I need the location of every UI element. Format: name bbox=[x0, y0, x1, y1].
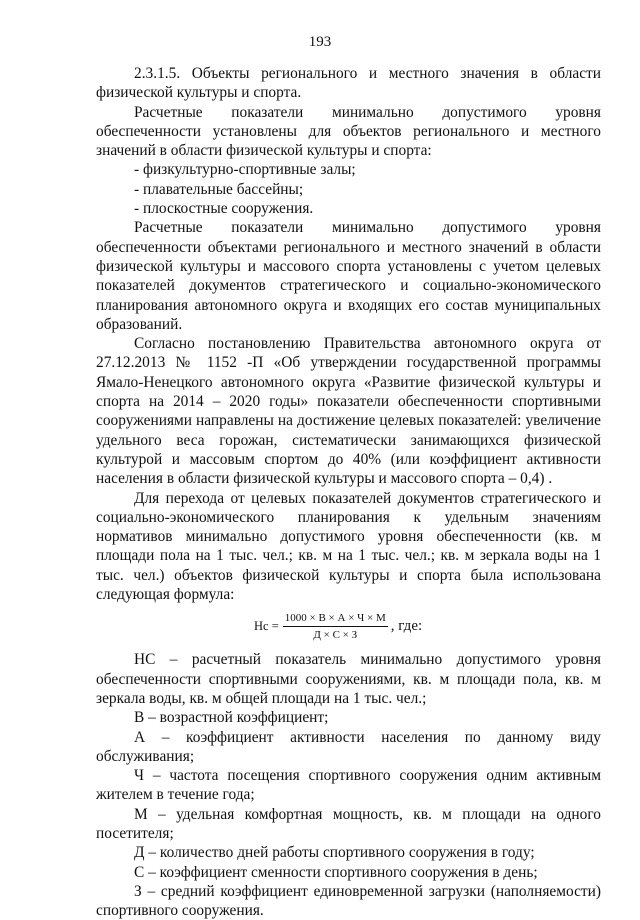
list-item-pools: - плавательные бассейны; bbox=[134, 180, 304, 198]
paragraph-indicators: Расчетные показатели минимально допустимого уровня обеспеченности объектами регионального и местного значений в области физической культуры и массового спорта установлены с учетом целевых показателей документов стратегического и социально-экономического планирования автономного округа и входящих его состав муниципальных образований. bbox=[96, 219, 601, 333]
definition-a: А – коэффициент активности населения по данному виду обслуживания; bbox=[96, 728, 601, 765]
formula-fraction bbox=[283, 611, 388, 642]
formula-denominator: Д × С × З bbox=[313, 628, 358, 641]
definition-z: З – средний коэффициент единовременной загрузки (наполняемости) спортивного сооружения. bbox=[96, 882, 601, 920]
document-body bbox=[96, 64, 601, 920]
formula-numerator: 1000 × В × А × Ч × М bbox=[283, 611, 388, 627]
definition-ch: Ч – частота посещения спортивного сооружения одним активным жителем в течение года; bbox=[96, 767, 601, 804]
definition-v: В – возрастной коэффициент; bbox=[134, 709, 329, 727]
definition-hc: НС – расчетный показатель минимально допустимого уровня обеспеченности спортивными сооружениями, кв. м площади пола, кв. м зеркала воды, кв. м общей площади на 1 тыс. чел.; bbox=[96, 651, 601, 707]
section-heading: 2.3.1.5. Объекты регионального и местного значения в области физической культуры и спорта. bbox=[96, 65, 601, 102]
paragraph-resolution: Согласно постановлению Правительства автономного округа от 27.12.2013 № 1152 -П «Об утверждении государственной программы Ямало-Ненецкого автономного округа «Развитие физической культуры и спорта на 2014 – 2020 годы» показатели обеспеченности спортивными сооружениями направлены на достижение целевых показателей: увеличение удельного веса горожан, систематически занимающихся физической культурой и массовым спортом до 40% (или коэффициент активности населения в области физической культуры и массового спорта – 0,4) . bbox=[96, 335, 601, 488]
paragraph-objects-list-intro: Расчетные показатели минимально допустимого уровня обеспеченности установлены для объектов регионального и местного значений в области физической культуры и спорта: bbox=[96, 103, 601, 160]
definition-m: М – удельная комфортная мощность, кв. м площади на одного посетителя; bbox=[96, 805, 601, 842]
formula-lhs: Нс = bbox=[254, 618, 279, 633]
list-item-gyms: - физкультурно-спортивные залы; bbox=[134, 161, 356, 179]
list-item-flat-facilities: - плоскостные сооружения. bbox=[134, 200, 314, 218]
definition-d: Д – количество дней работы спортивного сооружения в году; bbox=[134, 844, 535, 862]
paragraph-formula-intro: Для перехода от целевых показателей документов стратегического и социально-экономического планирования к удельным значениям нормативов минимально допустимого уровня обеспеченности (кв. м площади пола на 1 тыс. чел.; кв. м на 1 тыс. чел.; кв. м зеркала воды на 1 тыс. чел.) объектов физической культуры и спорта была использована следующая формула: bbox=[96, 489, 601, 604]
definition-s: С – коэффициент сменности спортивного сооружения в день; bbox=[134, 863, 538, 881]
page-number: 193 bbox=[308, 34, 332, 50]
formula-tail: , где: bbox=[390, 617, 423, 634]
formula bbox=[254, 607, 601, 645]
